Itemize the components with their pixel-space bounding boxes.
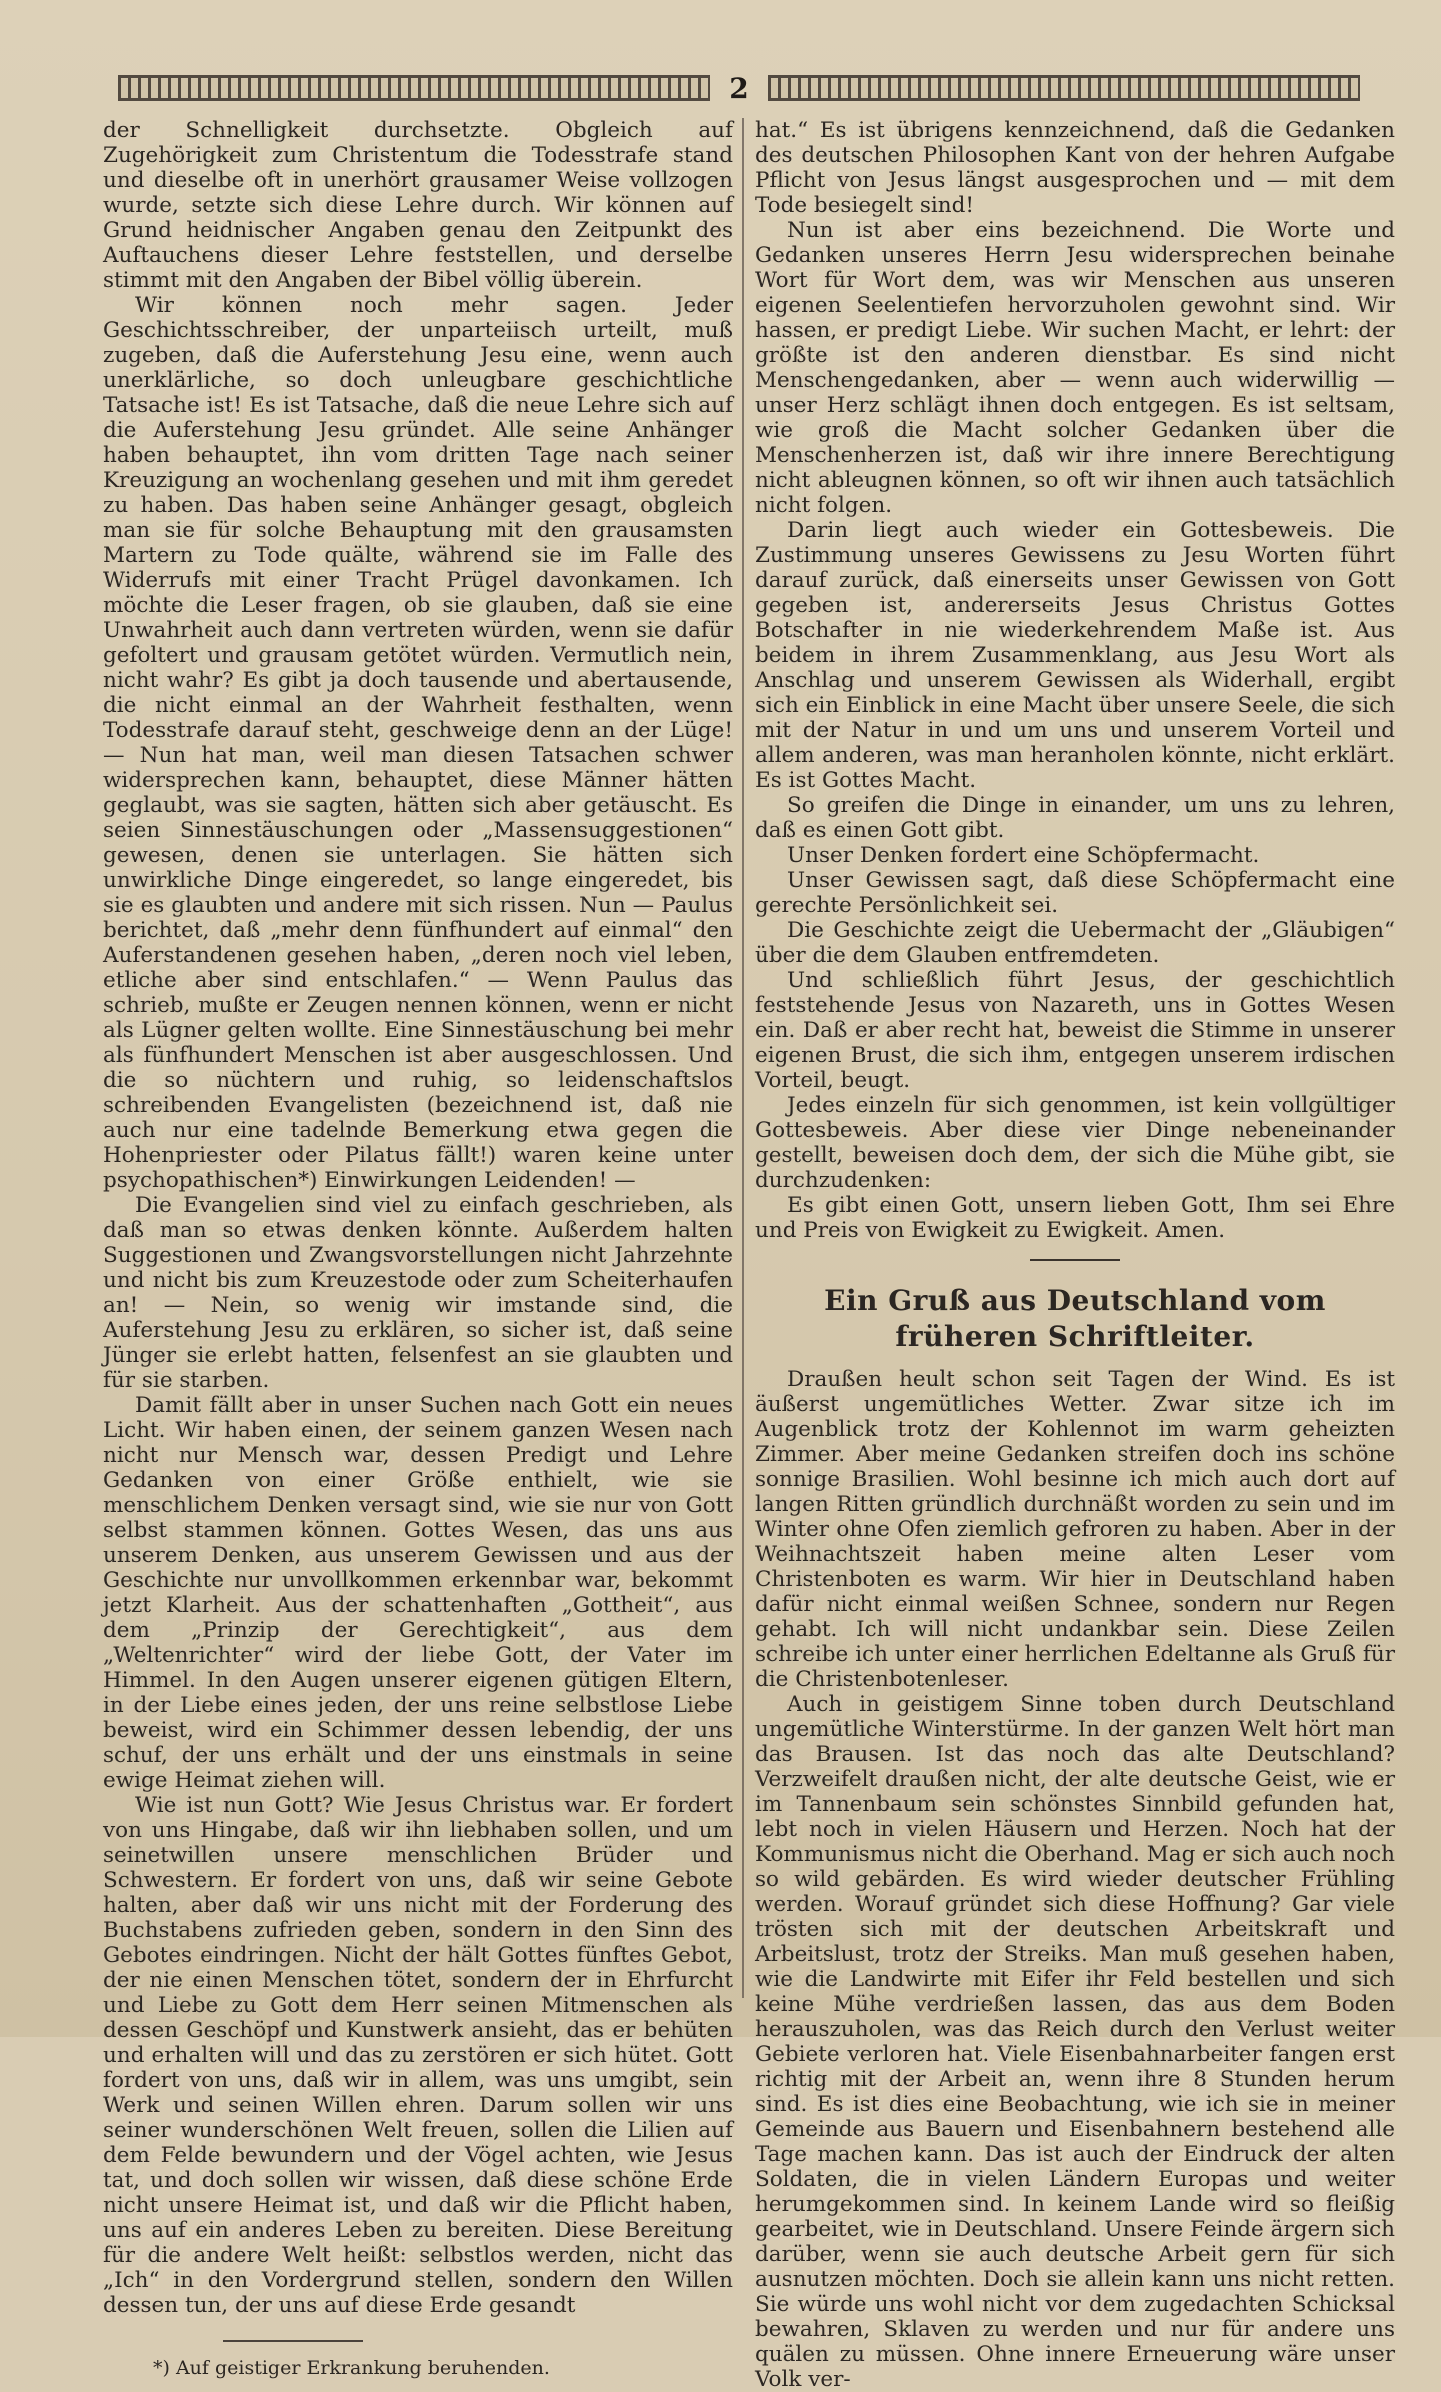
right-paragraph-2: Nun ist aber eins bezeichnend. Die Worte und Gedanken unseres Herrn Jesu widersprechen beinahe Wort für Wort dem, was wir Menschen aus unseren eigenen Seelentiefen hervorzuholen gewohnt sind. Wir hassen, er predigt Liebe. Wir suchen Macht, er lehrt: der größte ist den anderen dienstbar. Es sind nicht Menschengedanken, aber — wenn auch widerwillig — unser Herz schlägt ihnen doch entgegen. Es ist seltsam, wie groß die Macht solcher Gedanken über die Menschenherzen ist, daß wir ihre innere Berechtigung nicht ableugnen können, so oft wir ihnen auch tatsächlich nicht folgen. [755, 218, 1395, 518]
page-header [118, 68, 1360, 108]
right-paragraph-4: So greifen die Dinge in einander, um uns zu lehren, daß es einen Gott gibt. [755, 793, 1395, 843]
footnote-divider [223, 2340, 363, 2342]
left-paragraph-2: Wir können noch mehr sagen. Jeder Geschichtsschreiber, der unparteiisch urteilt, muß zugeben, daß die Auferstehung Jesu eine, wenn auch unerklärliche, so doch unleugbare geschichtliche Tatsache ist! Es ist Tatsache, daß die neue Lehre sich auf die Auferstehung Jesu gründet. Alle seine Anhänger haben behauptet, ihn vom dritten Tage nach seiner Kreuzigung an wochenlang gesehen und mit ihm geredet zu haben. Das haben seine Anhänger gesagt, obgleich man sie für solche Behauptung mit den grausamsten Martern zu Tode quälte, während sie im Falle des Widerrufs mit einer Tracht Prügel davonkamen. Ich möchte die Leser fragen, ob sie glauben, daß sie eine Unwahrheit auch dann vertreten würden, wenn sie dafür gefoltert und grausam getötet würden. Vermutlich nein, nicht wahr? Es gibt ja doch tausende und abertausende, die nicht einmal an der Wahrheit festhalten, wenn Todesstrafe darauf steht, geschweige denn an der Lüge! — Nun hat man, weil man diesen Tatsachen schwer widersprechen kann, behauptet, diese Männer hätten geglaubt, was sie sagten, hätten sich aber getäuscht. Es seien Sinnestäuschungen oder „Massensuggestionen“ gewesen, denen sie unterlagen. Sie hätten sich unwirkliche Dinge eingeredet, so lange eingeredet, bis sie es glaubten und andere mit sich rissen. Nun — Paulus berichtet, daß „mehr denn fünfhundert auf einmal“ den Auferstandenen gesehen haben, „deren noch viel leben, etliche aber sind entschlafen.“ — Wenn Paulus das schrieb, mußte er Zeugen nennen können, wenn er nicht als Lügner gelten wollte. Eine Sinnestäuschung bei mehr als fünfhundert Menschen ist aber ausgeschlossen. Und die so nüchtern und ruhig, so leidenschaftslos schreibenden Evangelisten (bezeichnend ist, daß nie auch nur eine tadelnde Bemerkung etwa gegen die Hohenpriester oder Pilatus fällt!) waren keine unter psychopathischen*) Einwirkungen Leidenden! — [103, 293, 733, 1193]
left-paragraph-4: Damit fällt aber in unser Suchen nach Gott ein neues Licht. Wir haben einen, der seinem ganzen Wesen nach nicht nur Mensch war, dessen Predigt und Lehre Gedanken von einer Größe enthielt, wie sie menschlichem Denken versagt sind, wie sie nur von Gott selbst stammen können. Gottes Wesen, das uns aus unserem Denken, aus unserem Gewissen und aus der Geschichte nur unvollkommen erkennbar war, bekommt jetzt Klarheit. Aus der schattenhaften „Gottheit“, aus dem „Prinzip der Gerechtigkeit“, aus dem „Weltenrichter“ wird der liebe Gott, der Vater im Himmel. In den Augen unserer eigenen gütigen Eltern, in der Liebe eines jeden, der uns reine selbstlose Liebe beweist, wird ein Schimmer dessen lebendig, der uns schuf, der uns erhält und der uns einstmals in seine ewige Heimat ziehen will. [103, 1393, 733, 1793]
left-paragraph-5: Wie ist nun Gott? Wie Jesus Christus war. Er fordert von uns Hingabe, daß wir ihn liebhaben sollen, und um seinetwillen unsere menschlichen Brüder und Schwestern. Er fordert von uns, daß wir seine Gebote halten, aber daß wir uns nicht mit der Forderung des Buchstabens zufrieden geben, sondern in den Sinn des Gebotes eindringen. Nicht der hält Gottes fünftes Gebot, der nie einen Menschen tötet, sondern der in Ehrfurcht und Liebe zu Gott dem Herr seinen Mitmenschen als dessen Geschöpf und Kunstwerk ansieht, das er behüten und erhalten will und das zu zerstören er sich hütet. Gott fordert von uns, daß wir in allem, was uns umgibt, sein Werk und seinen Willen ehren. Darum sollen wir uns seiner wunderschönen Welt freuen, sollen die Lilien auf dem Felde bewundern und der Vögel achten, wie Jesus tat, und doch sollen wir wissen, daß diese schöne Erde nicht unsere Heimat ist, und daß wir die Pflicht haben, uns auf ein anderes Leben zu bereiten. Diese Bereitung für die andere Welt heißt: selbstlos werden, nicht das „Ich“ in den Vordergrund stellen, sondern den Willen dessen tun, der uns auf diese Erde gesandt [103, 1793, 733, 2318]
right-paragraph-9: Jedes einzeln für sich genommen, ist kein vollgültiger Gottesbeweis. Aber diese vier Dinge nebeneinander gestellt, beweisen doch dem, der sich die Mühe gibt, sie durchzudenken: [755, 1093, 1395, 1193]
right-paragraph-1: hat.“ Es ist übrigens kennzeichnend, daß die Gedanken des deutschen Philosophen Kant von der hehren Aufgabe Pflicht von Jesus längst ausgesprochen und — mit dem Tode besiegelt sind! [755, 118, 1395, 218]
page-number: 2 [729, 71, 749, 105]
left-paragraph-3: Die Evangelien sind viel zu einfach geschrieben, als daß man so etwas denken könnte. Außerdem halten Suggestionen und Zwangsvorstellungen nicht Jahrzehnte und nicht bis zum Kreuzestode oder zum Scheiterhaufen an! — Nein, so wenig wir imstande sind, die Auferstehung Jesu zu erklären, so sicher ist, daß seine Jünger sie erlebt hatten, felsenfest an sie glaubten und für sie starben. [103, 1193, 733, 1393]
header-ornament-right [768, 75, 1360, 101]
article-title: Ein Gruß aus Deutschland vom früheren Schriftleiter. [824, 1284, 1326, 1353]
right-paragraph-5: Unser Denken fordert eine Schöpfermacht. [787, 843, 1260, 868]
right-paragraph-6: Unser Gewissen sagt, daß diese Schöpfermacht eine gerechte Persönlichkeit sei. [755, 868, 1395, 918]
right-column [755, 118, 1395, 2392]
right-paragraph-3: Darin liegt auch wieder ein Gottesbeweis. Die Zustimmung unseres Gewissens zu Jesu Worten führt darauf zurück, daß einerseits unser Gewissen von Gott gegeben ist, andererseits Jesus Christus Gottes Botschafter in nie wiederkehrendem Maße ist. Aus beidem in ihrem Zusammenklang, aus Jesu Wort als Anschlag und unserem Gewissen als Widerhall, ergibt sich ein Einblick in eine Macht über unsere Seele, die sich mit der Natur in und um uns und unserem Vorteil und allem anderen, was man heranholen könnte, nicht erklärt. Es ist Gottes Macht. [755, 518, 1395, 793]
right-paragraph-7: Die Geschichte zeigt die Uebermacht der „Gläubigen“ über die dem Glauben entfremdeten. [755, 918, 1395, 968]
article-separator [1030, 1259, 1120, 1261]
column-divider [742, 118, 744, 1998]
header-ornament-left [118, 75, 710, 101]
left-paragraph-1: der Schnelligkeit durchsetzte. Obgleich auf Zugehörigkeit zum Christentum die Todesstrafe stand und dieselbe oft in unerhört grausamer Weise vollzogen wurde, setzte sich diese Lehre durch. Wir können auf Grund heidnischer Angaben genau den Zeitpunkt des Auftauchens dieser Lehre feststellen, und derselbe stimmt mit den Angaben der Bibel völlig überein. [103, 118, 733, 293]
left-column [103, 118, 733, 2379]
article-paragraph-1: Draußen heult schon seit Tagen der Wind. Es ist äußerst ungemütliches Wetter. Zwar sitze ich im Augenblick trotz der Kohlennot im warm geheizten Zimmer. Aber meine Gedanken streifen doch ins schöne sonnige Brasilien. Wohl besinne ich mich auch dort auf langen Ritten gründlich durchnäßt worden zu sein und im Winter ohne Ofen ziemlich gefroren zu haben. Aber in der Weihnachtszeit haben meine alten Leser vom Christenboten es warm. Wir hier in Deutschland haben dafür nicht einmal weißen Schnee, sondern nur Regen gehabt. Ich will nicht undankbar sein. Diese Zeilen schreibe ich unter einer herrlichen Edeltanne als Gruß für die Christenbotenleser. [755, 1367, 1395, 1692]
right-paragraph-8: Und schließlich führt Jesus, der geschichtlich feststehende Jesus von Nazareth, uns in Gottes Wesen ein. Daß er aber recht hat, beweist die Stimme in unserer eigenen Brust, die sich ihm, entgegen unserem irdischen Vorteil, beugt. [755, 968, 1395, 1093]
footnote: *) Auf geistiger Erkrankung beruhenden. [153, 2357, 550, 2379]
article-paragraph-2: Auch in geistigem Sinne toben durch Deutschland ungemütliche Winterstürme. In der ganzen Welt hört man das Brausen. Ist das noch das alte Deutschland? Verzweifelt draußen nicht, der alte deutsche Geist, wie er im Tannenbaum sein schönstes Sinnbild gefunden hat, lebt noch in vielen Häusern und Herzen. Noch hat der Kommunismus nicht die Oberhand. Mag er sich auch noch so wild gebärden. Es wird wieder deutscher Frühling werden. Worauf gründet sich diese Hoffnung? Gar viele trösten sich mit der deutschen Arbeitskraft und Arbeitslust, trotz der Streiks. Man muß gesehen haben, wie die Landwirte mit Eifer ihr Feld bestellen und sich keine Mühe verdrießen lassen, das aus dem Boden herauszuholen, was das Reich durch den Verlust weiter Gebiete verloren hat. Viele Eisenbahnarbeiter fangen erst richtig mit der Arbeit an, wenn ihre 8 Stunden herum sind. Es ist dies eine Beobachtung, wie ich sie in meiner Gemeinde aus Bauern und Eisenbahnern bestehend alle Tage machen kann. Das ist auch der Eindruck der alten Soldaten, die in vielen Ländern Europas und weiter herumgekommen sind. In keinem Lande wird so fleißig gearbeitet, wie in Deutschland. Unsere Feinde ärgern sich darüber, wenn sie auch deutsche Arbeit gern für sich ausnutzen möchten. Doch sie allein kann uns nicht retten. Sie würde uns wohl nicht vor dem zugedachten Schicksal bewahren, Sklaven zu werden und nur für andere uns quälen zu müssen. Ohne innere Erneuerung wäre unser Volk ver- [755, 1692, 1395, 2392]
right-paragraph-10: Es gibt einen Gott, unsern lieben Gott, Ihm sei Ehre und Preis von Ewigkeit zu Ewigkeit. Amen. [755, 1193, 1395, 1243]
